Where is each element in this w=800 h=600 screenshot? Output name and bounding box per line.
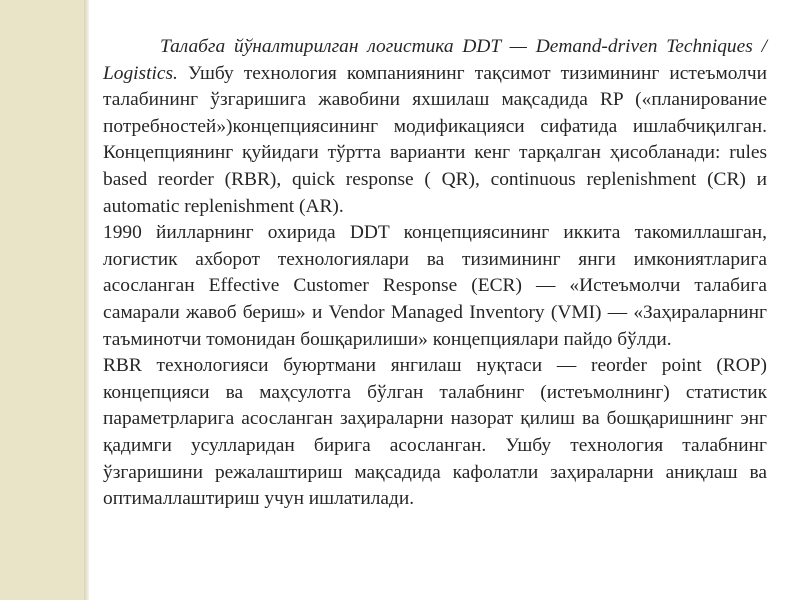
ddt-description: Ушбу технология компаниянинг тақсимот тизимининг истеъмолчи талабининг ўзгаришига жавобини яхшилаш мақсадида RP («планирование потребностей»)концепциясининг модификацияси сифатида ишлабчиқилган. Концепциянинг қуйидаги тўртта варианти кенг тарқалган ҳисобланади: rules based reorder (RBR), quick response ( QR), continuous replenishment (CR) и automatic replenishment (AR).	[103, 62, 767, 217]
slide-body-text	[103, 34, 767, 513]
side-band-edge	[84, 0, 89, 600]
paragraph-ddt-definition	[103, 34, 767, 220]
decorative-side-band	[0, 0, 84, 600]
ddt-term: Талабга йўналтирилган логистика DDT — Demand-driven Techniques / Logistics.	[103, 36, 767, 84]
paragraph-rbr: RBR технологияси буюртмани янгилаш нуқтаси — reorder point (ROP) концепцияси ва маҳсулотга бўлган талабнинг (истеъмолнинг) статистик параметрларига асосланган заҳираларни назорат қилиш ва бошқаришнинг энг қадимги усулларидан бирига асосланган. Ушбу технология талабнинг ўзгаришини режалаштириш мақсадида кафолатли заҳираларни аниқлаш ва оптималлаштириш учун ишлатилади.	[103, 355, 767, 510]
paragraph-ecr-vmi: 1990 йилларнинг охирида DDT концепциясининг иккита такомиллашган, логистик ахборот технологиялари ва тизимининг янги имкониятларига асосланган Effective Customer Response (ECR) — «Истеъмолчи талабига самарали жавоб бериш» и Vendor Managed Inventory (VMI) — «Заҳираларнинг таъминотчи томонидан бошқарилиши» концепциялари пайдо бўлди.	[103, 222, 767, 350]
